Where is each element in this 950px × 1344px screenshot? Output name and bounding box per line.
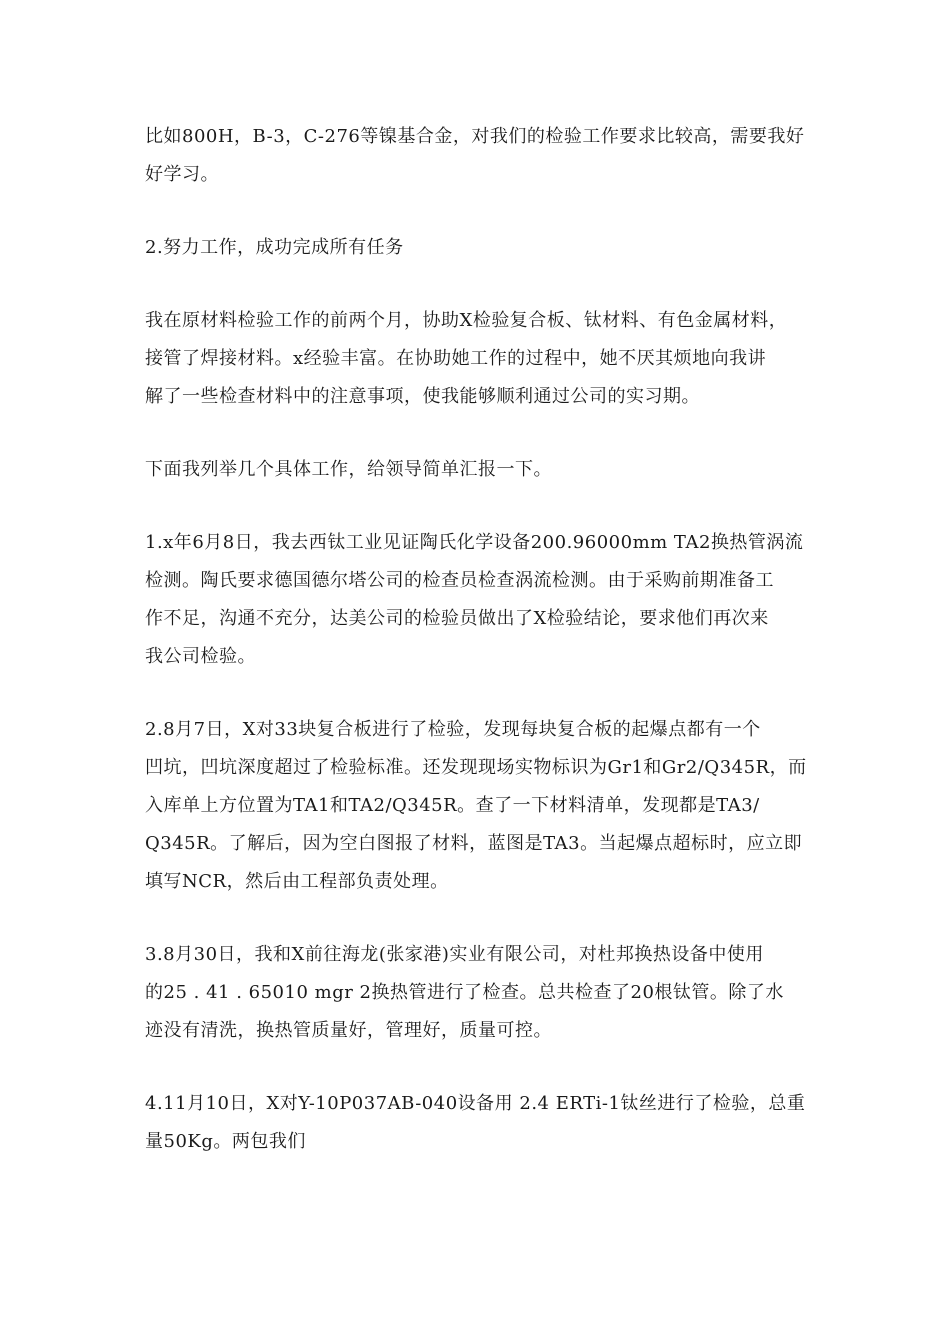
document-body bbox=[145, 118, 810, 1196]
paragraph-line: 1.x年6月8日，我去西钛工业见证陶氏化学设备200.96000mm TA2换热管涡流 bbox=[145, 532, 804, 553]
paragraph-line: 下面我列举几个具体工作，给领导简单汇报一下。 bbox=[145, 459, 552, 480]
paragraph-line: 的25 . 41 . 65010 mgr 2换热管进行了检查。总共检查了20根钛管。除了水 bbox=[145, 982, 784, 1003]
paragraph-line: 接管了焊接材料。x经验丰富。在协助她工作的过程中，她不厌其烦地向我讲 bbox=[145, 348, 767, 369]
list-item-3 bbox=[145, 936, 810, 1050]
paragraph-line: Q345R。了解后，因为空白图报了材料，蓝图是TA3。当起爆点超标时，应立即 bbox=[145, 833, 803, 854]
list-item-1 bbox=[145, 524, 810, 676]
paragraph-3 bbox=[145, 302, 810, 416]
section-heading bbox=[145, 229, 810, 267]
paragraph-line: 解了一些检查材料中的注意事项，使我能够顺利通过公司的实习期。 bbox=[145, 386, 700, 407]
paragraph-line: 2.8月7日，X对33块复合板进行了检验，发现每块复合板的起爆点都有一个 bbox=[145, 719, 761, 740]
paragraph-1 bbox=[145, 118, 810, 194]
paragraph-line: 填写NCR，然后由工程部负责处理。 bbox=[145, 871, 449, 892]
paragraph-line: 比如800H，B-3，C-276等镍基合金，对我们的检验工作要求比较高，需要我好 bbox=[145, 126, 805, 147]
list-item-2 bbox=[145, 711, 810, 901]
paragraph-line: 入库单上方位置为TA1和TA2/Q345R。查了一下材料清单，发现都是TA3/ bbox=[145, 795, 760, 816]
paragraph-line: 3.8月30日，我和X前往海龙(张家港)实业有限公司，对杜邦换热设备中使用 bbox=[145, 944, 764, 965]
paragraph-line: 我公司检验。 bbox=[145, 646, 256, 667]
paragraph-line: 迹没有清洗，换热管质量好，管理好，质量可控。 bbox=[145, 1020, 552, 1041]
list-item-4 bbox=[145, 1085, 810, 1161]
paragraph-line: 检测。陶氏要求德国德尔塔公司的检查员检查涡流检测。由于采购前期准备工 bbox=[145, 570, 774, 591]
paragraph-line: 好学习。 bbox=[145, 164, 219, 185]
paragraph-line: 量50Kg。两包我们 bbox=[145, 1131, 306, 1152]
paragraph-line: 2.努力工作，成功完成所有任务 bbox=[145, 237, 404, 258]
paragraph-line: 凹坑，凹坑深度超过了检验标准。还发现现场实物标识为Gr1和Gr2/Q345R，而 bbox=[145, 757, 807, 778]
paragraph-line: 4.11月10日，X对Y-10P037AB-040设备用 2.4 ERTi-1钛丝进行了检验，总重 bbox=[145, 1093, 806, 1114]
paragraph-4 bbox=[145, 451, 810, 489]
paragraph-line: 我在原材料检验工作的前两个月，协助X检验复合板、钛材料、有色金属材料， bbox=[145, 310, 788, 331]
paragraph-line: 作不足，沟通不充分，达美公司的检验员做出了X检验结论，要求他们再次来 bbox=[145, 608, 769, 629]
